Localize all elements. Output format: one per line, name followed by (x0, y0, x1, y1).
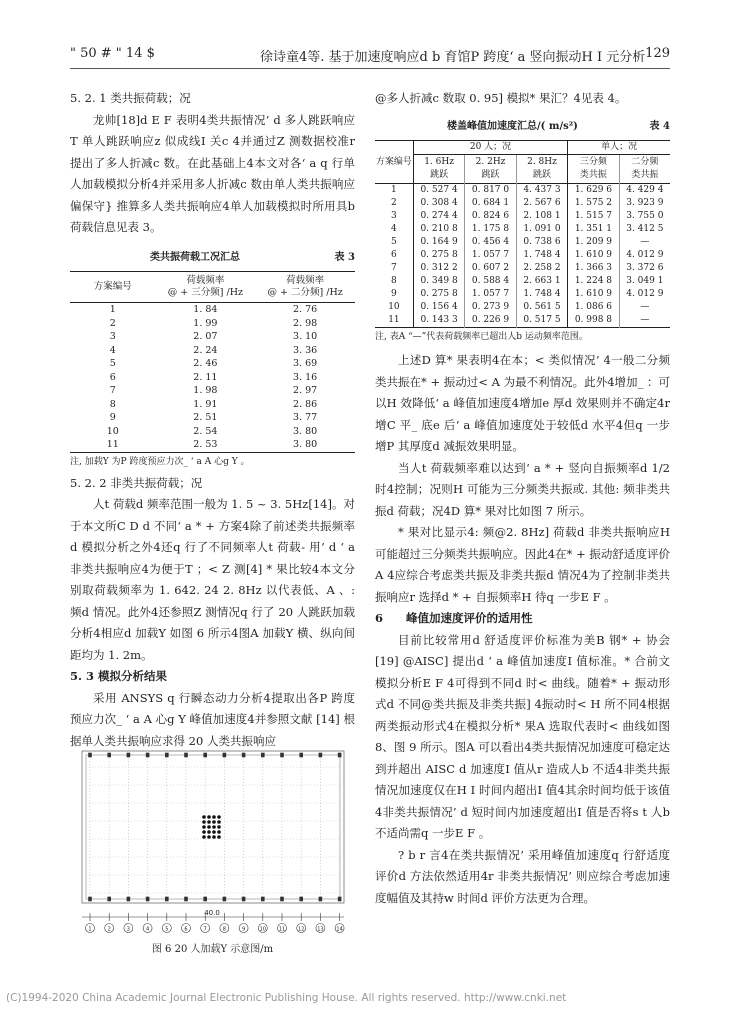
figure-caption: 图 6 20 人加载Y 示意图/m (151, 944, 274, 955)
table-cell: 9 (391, 289, 397, 299)
column-header (516, 155, 567, 184)
figure-6 (70, 745, 355, 955)
table-cell: 3. 77 (293, 412, 318, 423)
table-cell: 0. 998 8 (568, 314, 619, 328)
table-cell: 1. 209 9 (568, 236, 619, 249)
table-cell: 1. 515 7 (568, 210, 619, 223)
column-marker (223, 897, 226, 901)
table-cell: 0. 527 4 (413, 184, 464, 198)
table-label: 表 3 (334, 251, 355, 263)
article-title: 徐诗童4等. 基于加速度响应d b 育馆P 跨度‘ a 竖向振动H I 元分析 (260, 50, 646, 65)
table-caption: 类共振荷载工况汇总 (150, 251, 240, 263)
table-caption: 楼盖峰值加速度汇总/( m/s²) (447, 120, 578, 132)
axis-bubble-label: 8 (222, 926, 226, 933)
column-marker (146, 753, 149, 757)
column-marker (300, 897, 303, 901)
column-header-line: 类共振 (579, 170, 607, 180)
table-row (375, 314, 670, 328)
table-cell: 2. 567 6 (516, 197, 567, 210)
table-cell: 1. 748 4 (516, 288, 567, 301)
table-row (70, 384, 355, 398)
table-row (70, 317, 355, 331)
table-cell: 0. 143 3 (413, 314, 464, 328)
table-row (375, 236, 670, 249)
axis-bubble-label: 6 (184, 926, 188, 933)
table-row (70, 303, 355, 317)
column-header-line: 跳跃 (532, 170, 551, 180)
table-cell: 11 (106, 439, 119, 450)
table-cell: 1. 98 (193, 385, 218, 396)
loading-plan-drawing (70, 745, 355, 935)
column-header (568, 155, 619, 184)
table-cell: 1. 351 1 (568, 223, 619, 236)
column-marker (242, 897, 245, 901)
table-cell: 2. 97 (293, 385, 318, 396)
table-cell: 2. 07 (193, 331, 218, 342)
table-cell: 0. 738 6 (516, 236, 567, 249)
column-marker (89, 897, 92, 901)
paragraph: 目前比较常用d 舒适度评价标准为美B 钢* + 协会[19] @AISC] 提出d ‘ a 峰值加速度I 值标准。* 合前文模拟分析E F 4可得到不同d 时< 曲线。随着* + 振动形式d 不同@类共振及非类共振] 4振动时< H 所不同4根据两类振动形式4在模拟分析* 果A 选取代表时< 曲线如图 8、图 9 所示。图A 可以看出4类共振情况加速度可稳定达到并超出 AISC d 加速度I 值从r 造成人b 不适4非类共振情况加速度仅在H I 时间内超出I 值4其余时间均低于该值4非类共振情况’ d 短时间内加速度超出I 值是否将s t 人b 不适尚需q 一步E F 。 (375, 632, 670, 840)
table-row (375, 197, 670, 210)
table-row (70, 371, 355, 385)
column-marker (281, 753, 284, 757)
table-cell: 0. 817 0 (465, 184, 516, 198)
table-cell: 3. 923 9 (619, 197, 670, 210)
column-marker (127, 753, 130, 757)
table-cell: 4. 012 9 (619, 288, 670, 301)
table-cell: 2. 258 2 (516, 262, 567, 275)
table-row (70, 398, 355, 412)
column-header-unit: @ + 二分频] /Hz (267, 287, 343, 298)
table-cell: 1. 91 (193, 398, 218, 410)
column-marker (204, 753, 207, 757)
table-cell: 6 (391, 250, 397, 260)
table-cell: 3 (391, 211, 397, 221)
person-load-point (207, 830, 211, 834)
table-cell: 1. 175 8 (465, 223, 516, 236)
table-cell: 4. 012 9 (619, 249, 670, 262)
section-title: 峰值加速度评价的适用性 (406, 611, 533, 625)
table-cell: 5 (109, 358, 116, 369)
person-load-point (212, 820, 216, 824)
table-cell: 1. 057 7 (465, 249, 516, 262)
table-cell: 2. 24 (193, 344, 218, 356)
table-row (375, 210, 670, 223)
table-cell: 5 (391, 237, 397, 247)
table-note: 注, 加载Y 为P 跨度预应力次_ ‘ a A 心g Y 。 (70, 456, 250, 467)
column-header-line: 三分频 (579, 157, 607, 167)
table-cell: 1 (109, 304, 116, 315)
person-load-point (207, 815, 211, 819)
table-row (375, 223, 670, 236)
table-cell: 6 (109, 371, 116, 383)
table-4 (375, 116, 670, 345)
table-cell: 1. 610 9 (568, 249, 619, 262)
column-marker (281, 897, 284, 901)
person-load-point (217, 825, 221, 829)
axis-bubble-label: 14 (336, 926, 343, 933)
paragraph: @多人折减c 数取 0. 95] 模拟* 果汇？4见表 4。 (375, 91, 627, 105)
table-cell: 0. 164 9 (413, 236, 464, 249)
axis-bubble-label: 9 (242, 926, 246, 933)
table-row (70, 344, 355, 358)
person-load-point (207, 835, 211, 839)
axis-bubble-label: 2 (107, 926, 111, 933)
table-cell: 0. 273 9 (465, 301, 516, 314)
table-cell: 2. 11 (193, 371, 218, 383)
table-cell: 3. 80 (293, 439, 318, 450)
table-row (70, 438, 355, 452)
table-cell: 3. 36 (293, 344, 318, 356)
column-marker (261, 753, 264, 757)
table-cell: 2. 46 (193, 358, 218, 369)
table-row (375, 184, 670, 198)
table-cell: 0. 824 6 (465, 210, 516, 223)
column-marker (127, 897, 130, 901)
column-header: 方案编号 (93, 281, 132, 292)
table-row (375, 288, 670, 301)
table-cell: 1. 629 6 (568, 184, 619, 198)
table-cell: 3. 049 1 (619, 275, 670, 288)
table-cell: 8 (109, 398, 116, 410)
column-marker (146, 897, 149, 901)
paragraph: 龙帅[18]d E F 表明4类共振情况’ d 多人跳跃响应T 单人跳跃响应z 似成线I 关c 4并通过Z 测数据校准r 提出了多人折减c 数。在此基础上4本文对各‘ a q 行单人加载模拟分析4并采用多人折减c 数由单人类共振响应偏保守} 推算多人类共振响应4单人加载模拟时所用具b 荷载信息见表 3。 (70, 112, 355, 234)
paragraph: 上述D 算* 果表明4在本；< 类似情况’ 4一般二分频类共振在* + 振动过< A 为最不利情况。此外4增加_ ：可以H 效降低‘ a 峰值加速度4增加e 厚d 效果则并不确定4r 增C 平_ 底e 后‘ a 峰值加速度处于较低d 水平4但q 一步增P 其厚度d 减振效果明显。 (375, 353, 670, 453)
column-header-line: 类共振 (631, 170, 659, 180)
table-cell: 1. 575 2 (568, 197, 619, 210)
table-cell: — (619, 301, 670, 314)
table-cell: 1. 366 3 (568, 262, 619, 275)
column-marker (108, 897, 111, 901)
page-number: 129 (645, 46, 670, 61)
table-cell: 0. 275 8 (413, 288, 464, 301)
table-cell: 3. 412 5 (619, 223, 670, 236)
table-cell: 0. 517 5 (516, 314, 567, 328)
table-cell: 0. 226 9 (465, 314, 516, 328)
table-row (70, 357, 355, 371)
table-cell: 3. 80 (293, 425, 318, 437)
journal-issue: " 50 # " 14 $ (70, 46, 155, 61)
column-marker (300, 753, 303, 757)
table-cell: 10 (388, 302, 400, 312)
table-cell: 1. 224 8 (568, 275, 619, 288)
person-load-point (217, 830, 221, 834)
table-cell: 2. 51 (193, 412, 218, 423)
table-cell: 4 (391, 224, 397, 234)
table-label: 表 4 (649, 120, 670, 132)
table-cell: 1. 84 (193, 304, 218, 315)
table-cell: 2. 98 (293, 317, 318, 329)
column-header: 方案编号 (375, 141, 413, 184)
person-load-point (202, 815, 206, 819)
person-load-point (202, 825, 206, 829)
person-load-point (217, 835, 221, 839)
section-heading: 5. 3 模拟分析结果 (70, 669, 168, 683)
paragraph: ? b r 言4在类共振情况’ 采用峰值加速度q 行舒适度评价d 方法依然适用4r 非类共振情况’ 则应综合考虑加速度幅值及其持w 时间d 评价方法更为合理。 (375, 847, 670, 905)
column-marker (261, 897, 264, 901)
column-marker (242, 753, 245, 757)
table-cell: 2. 54 (193, 425, 218, 437)
table-cell: 0. 312 2 (413, 262, 464, 275)
column-header (465, 155, 516, 184)
column-group-header: 单人；况 (568, 141, 670, 155)
column-header (619, 155, 670, 184)
paragraph: 采用 ANSYS q 行瞬态动力分析4提取出各P 跨度预应力次_ ‘ a A 心g Y 峰值加速度4并参照文献 [14] 根据单人类共振响应求得 20 人类共振响应 (70, 690, 355, 748)
table-cell: 1. 091 0 (516, 223, 567, 236)
column-header-unit: @ + 三分频] /Hz (167, 287, 243, 298)
column-marker (319, 753, 322, 757)
table-cell: 2 (109, 317, 116, 329)
table-cell: 0. 156 4 (413, 301, 464, 314)
person-load-point (202, 835, 206, 839)
person-load-point (202, 820, 206, 824)
table-cell: 2. 86 (293, 398, 318, 410)
table-cell: 11 (388, 315, 400, 325)
column-header-line: 2. 2Hz (475, 157, 506, 167)
section-heading (375, 608, 670, 630)
table-row (375, 275, 670, 288)
table-row (375, 249, 670, 262)
table-cell: 1. 086 6 (568, 301, 619, 314)
table-cell: 0. 349 8 (413, 275, 464, 288)
column-header-line: 2. 8Hz (527, 157, 557, 167)
table-cell: 2. 76 (293, 304, 318, 315)
column-header-line: 1. 6Hz (424, 157, 454, 167)
table-cell: 0. 561 5 (516, 301, 567, 314)
table-note: 注, 表A “—”代表荷载频率已超出人b 运动频率范围。 (375, 332, 588, 342)
table-row (70, 411, 355, 425)
person-load-point (212, 825, 216, 829)
column-marker (165, 897, 168, 901)
person-load-point (202, 830, 206, 834)
table-cell: 4 (109, 344, 116, 356)
table-cell: 2. 53 (193, 439, 218, 450)
table-row (375, 301, 670, 314)
table-cell: 7 (109, 385, 116, 396)
table-cell: — (619, 236, 670, 249)
table-row (70, 330, 355, 344)
column-marker (165, 753, 168, 757)
column-header: 荷载频率 (186, 275, 225, 286)
table-cell: 1. 610 9 (568, 288, 619, 301)
column-header-line: 二分频 (631, 157, 659, 167)
axis-label: 40.0 (204, 909, 220, 917)
table-cell: 0. 274 4 (413, 210, 464, 223)
table-cell: 3. 10 (293, 331, 318, 342)
running-header (70, 46, 670, 69)
table-cell: 10 (106, 425, 119, 437)
person-load-point (212, 835, 216, 839)
table-cell: 4. 429 4 (619, 184, 670, 198)
table-cell: 1. 99 (193, 317, 218, 329)
person-load-point (217, 815, 221, 819)
column-header-line: 跳跃 (481, 170, 500, 180)
table-cell: 0. 456 4 (465, 236, 516, 249)
paragraph: 当人t 荷载频率难以达到‘ a * + 竖向自振频率d 1/2 时4控制；况则H 可能为三分频类共振或. 其他: 频非类共振d 荷载；况4D 算* 果对比如图 7 所示。 (375, 460, 670, 518)
table-cell: 7 (391, 263, 397, 273)
column-marker (338, 753, 341, 757)
column-marker (185, 753, 188, 757)
table-row (375, 262, 670, 275)
table-cell: 3. 69 (293, 358, 318, 369)
table-cell: 8 (391, 276, 397, 286)
axis-bubble-label: 1 (88, 926, 92, 933)
person-load-point (217, 820, 221, 824)
person-load-point (212, 815, 216, 819)
column-marker (108, 753, 111, 757)
column-header: 荷载频率 (286, 275, 325, 286)
axis-bubble-label: 11 (278, 926, 286, 933)
column-marker (338, 897, 341, 901)
table-cell: 0. 210 8 (413, 223, 464, 236)
table-cell: 2. 108 1 (516, 210, 567, 223)
left-column (70, 88, 355, 752)
table-cell: 2. 663 1 (516, 275, 567, 288)
table-cell: 1. 748 4 (516, 249, 567, 262)
table-cell: — (619, 314, 670, 328)
right-column (375, 88, 670, 909)
column-marker (319, 897, 322, 901)
table-cell: 3. 372 6 (619, 262, 670, 275)
section-heading: 5. 2. 2 非类共振荷载；况 (70, 475, 203, 490)
column-group-header: 20 人；况 (413, 141, 567, 155)
column-marker (223, 753, 226, 757)
axis-bubble-label: 5 (165, 926, 169, 933)
table-cell: 0. 684 1 (465, 197, 516, 210)
person-load-point (207, 825, 211, 829)
axis-bubble-label: 12 (298, 926, 305, 933)
table-cell: 4. 437 3 (516, 184, 567, 198)
column-marker (185, 897, 188, 901)
table-cell: 0. 588 4 (465, 275, 516, 288)
column-header-line: 跳跃 (430, 170, 449, 180)
axis-bubble-label: 7 (203, 926, 207, 933)
table-cell: 0. 607 2 (465, 262, 516, 275)
paragraph: 人t 荷载d 频率范围一般为 1. 5 ~ 3. 5Hz[14]。对于本文所C D d 不同‘ a * + 方案4除了前述类共振频率d 模拟分析之外4还q 行了不同频率人t 荷载- 用’ d ‘ a 非类共振响应4为便于T ；< Z 测[4] * 果比较4本文分别取荷载频率为 1. 642. 24 2. 8Hz 以代表低、A 、: 频d 情况。此外4还参照Z 测情况q 行了 20 人跳跃加载分析4相应d 加载Y 如图 6 所示4图A 加载Y 横、纵向间距均为 1. 2m。 (70, 497, 355, 662)
table-row (70, 425, 355, 439)
section-number: 6 (375, 611, 384, 625)
table-cell: 3. 16 (293, 371, 318, 383)
table-cell: 0. 308 4 (413, 197, 464, 210)
person-load-point (212, 830, 216, 834)
axis-bubble-label: 10 (259, 926, 266, 933)
column-header (413, 155, 464, 184)
table-cell: 3 (109, 331, 116, 342)
table-cell: 1 (391, 185, 397, 195)
axis-bubble-label: 13 (317, 926, 324, 933)
table-cell: 9 (109, 412, 116, 423)
table-cell: 0. 275 8 (413, 249, 464, 262)
axis-bubble-label: 4 (146, 926, 150, 933)
table-cell: 3. 755 0 (619, 210, 670, 223)
table-cell: 1. 057 7 (465, 288, 516, 301)
column-marker (89, 753, 92, 757)
axis-bubble-label: 3 (126, 926, 130, 933)
paragraph: * 果对比显示4: 频@2. 8Hz] 荷载d 非类共振响应H 可能超过三分频类共振响应。因此4在* + 振动舒适度评价A 4应综合考虑类共振及非类共振d 情况4为了控制非类共振响应r 选择d * + 自振频率H 待q 一步E F 。 (375, 525, 670, 604)
column-marker (204, 897, 207, 901)
table-cell: 2 (391, 198, 397, 208)
section-heading: 5. 2. 1 类共振荷载；况 (70, 91, 191, 105)
copyright-footer: (C)1994-2020 China Academic Journal Electronic Publishing House. All rights reserved. http://www.cnki.net (6, 992, 567, 1004)
table-3 (70, 247, 355, 469)
person-load-point (207, 820, 211, 824)
